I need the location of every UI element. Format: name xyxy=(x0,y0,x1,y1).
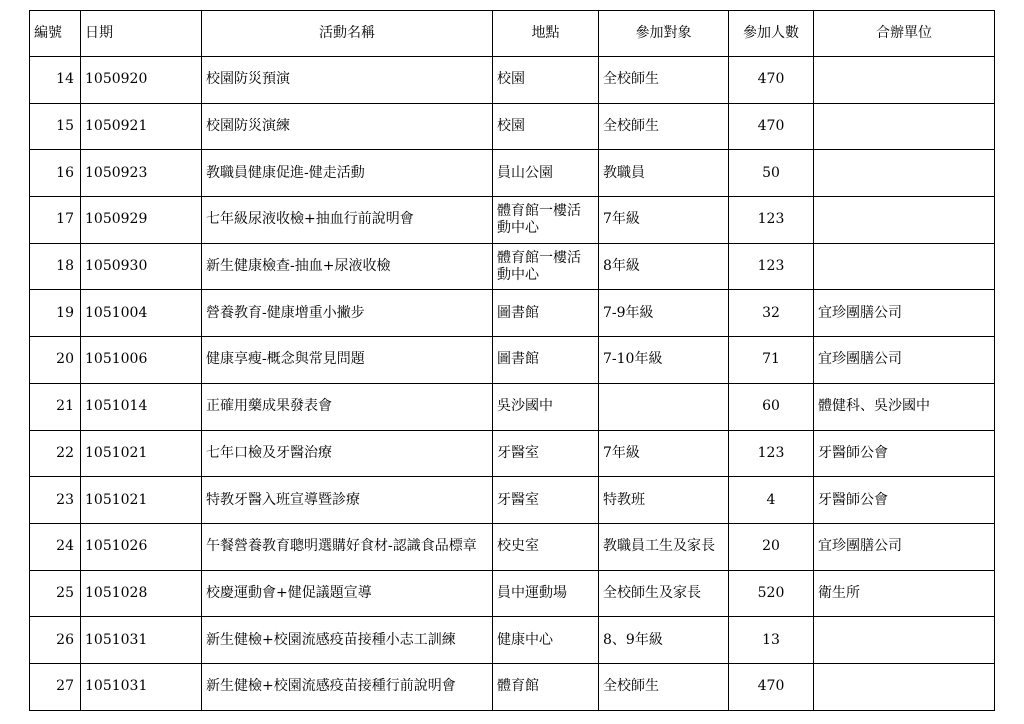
cell-no: 19 xyxy=(30,290,81,337)
table-row xyxy=(30,430,995,477)
cell-organizer xyxy=(814,57,995,104)
cell-date: 1051021 xyxy=(81,477,202,524)
cell-name: 新生健檢+校園流感疫苗接種小志工訓練 xyxy=(202,617,493,664)
cell-name: 特教牙醫入班宣導暨診療 xyxy=(202,477,493,524)
cell-date: 1051031 xyxy=(81,617,202,664)
cell-organizer: 宜珍團膳公司 xyxy=(814,290,995,337)
cell-name: 校園防災預演 xyxy=(202,57,493,104)
header-row xyxy=(30,11,995,57)
cell-no: 26 xyxy=(30,617,81,664)
cell-name: 新生健康檢查-抽血+尿液收檢 xyxy=(202,243,493,290)
cell-location: 牙醫室 xyxy=(493,430,599,477)
cell-date: 1051028 xyxy=(81,570,202,617)
cell-date: 1051031 xyxy=(81,663,202,710)
cell-name: 七年口檢及牙醫治療 xyxy=(202,430,493,477)
cell-name: 七年級尿液收檢+抽血行前說明會 xyxy=(202,197,493,244)
cell-no: 21 xyxy=(30,383,81,430)
table-row xyxy=(30,150,995,197)
table-row xyxy=(30,477,995,524)
cell-name: 新生健檢+校園流感疫苗接種行前說明會 xyxy=(202,663,493,710)
cell-location: 校園 xyxy=(493,57,599,104)
cell-location: 圖書館 xyxy=(493,337,599,384)
header-audience: 參加對象 xyxy=(599,11,729,57)
table-row xyxy=(30,663,995,710)
cell-location: 校園 xyxy=(493,103,599,150)
cell-organizer xyxy=(814,150,995,197)
cell-count: 123 xyxy=(729,197,814,244)
cell-organizer xyxy=(814,243,995,290)
cell-audience: 教職員工生及家長 xyxy=(599,523,729,570)
cell-name: 校園防災演練 xyxy=(202,103,493,150)
table-row xyxy=(30,57,995,104)
header-no: 編號 xyxy=(30,11,81,57)
table-row xyxy=(30,243,995,290)
cell-no: 22 xyxy=(30,430,81,477)
activity-table xyxy=(29,10,995,711)
cell-audience: 全校師生 xyxy=(599,663,729,710)
cell-no: 18 xyxy=(30,243,81,290)
cell-organizer xyxy=(814,103,995,150)
cell-organizer xyxy=(814,617,995,664)
cell-organizer xyxy=(814,663,995,710)
cell-no: 16 xyxy=(30,150,81,197)
cell-location: 員中運動場 xyxy=(493,570,599,617)
cell-location: 體育館一樓活動中心 xyxy=(493,197,599,244)
cell-count: 4 xyxy=(729,477,814,524)
cell-count: 470 xyxy=(729,57,814,104)
table-body xyxy=(30,57,995,711)
cell-no: 23 xyxy=(30,477,81,524)
header-date: 日期 xyxy=(81,11,202,57)
header-location: 地點 xyxy=(493,11,599,57)
cell-count: 60 xyxy=(729,383,814,430)
cell-audience: 全校師生 xyxy=(599,103,729,150)
cell-count: 20 xyxy=(729,523,814,570)
cell-organizer: 衛生所 xyxy=(814,570,995,617)
cell-no: 25 xyxy=(30,570,81,617)
cell-no: 17 xyxy=(30,197,81,244)
cell-name: 正確用藥成果發表會 xyxy=(202,383,493,430)
cell-count: 123 xyxy=(729,243,814,290)
cell-organizer: 體健科、吳沙國中 xyxy=(814,383,995,430)
cell-audience: 全校師生及家長 xyxy=(599,570,729,617)
cell-audience: 7年級 xyxy=(599,197,729,244)
table-row xyxy=(30,290,995,337)
cell-date: 1051026 xyxy=(81,523,202,570)
cell-location: 健康中心 xyxy=(493,617,599,664)
header-organizer: 合辦單位 xyxy=(814,11,995,57)
cell-location: 吳沙國中 xyxy=(493,383,599,430)
cell-count: 71 xyxy=(729,337,814,384)
cell-no: 14 xyxy=(30,57,81,104)
cell-location: 體育館一樓活動中心 xyxy=(493,243,599,290)
cell-date: 1051006 xyxy=(81,337,202,384)
table-row xyxy=(30,383,995,430)
cell-no: 15 xyxy=(30,103,81,150)
cell-date: 1050923 xyxy=(81,150,202,197)
cell-name: 午餐營養教育聰明選購好食材-認識食品標章 xyxy=(202,523,493,570)
cell-name: 營養教育-健康增重小撇步 xyxy=(202,290,493,337)
cell-location: 員山公園 xyxy=(493,150,599,197)
table-row xyxy=(30,103,995,150)
table-row xyxy=(30,337,995,384)
cell-date: 1050920 xyxy=(81,57,202,104)
table-row xyxy=(30,523,995,570)
cell-organizer: 宜珍團膳公司 xyxy=(814,523,995,570)
cell-count: 470 xyxy=(729,103,814,150)
cell-date: 1050921 xyxy=(81,103,202,150)
cell-no: 20 xyxy=(30,337,81,384)
header-name: 活動名稱 xyxy=(202,11,493,57)
header-count: 參加人數 xyxy=(729,11,814,57)
cell-audience: 7-10年級 xyxy=(599,337,729,384)
cell-date: 1050930 xyxy=(81,243,202,290)
cell-count: 32 xyxy=(729,290,814,337)
cell-location: 牙醫室 xyxy=(493,477,599,524)
cell-audience xyxy=(599,383,729,430)
cell-organizer: 牙醫師公會 xyxy=(814,430,995,477)
cell-location: 體育館 xyxy=(493,663,599,710)
cell-no: 24 xyxy=(30,523,81,570)
cell-date: 1051021 xyxy=(81,430,202,477)
cell-location: 校史室 xyxy=(493,523,599,570)
cell-organizer: 宜珍團膳公司 xyxy=(814,337,995,384)
cell-count: 123 xyxy=(729,430,814,477)
cell-audience: 7-9年級 xyxy=(599,290,729,337)
cell-name: 教職員健康促進-健走活動 xyxy=(202,150,493,197)
cell-count: 50 xyxy=(729,150,814,197)
cell-audience: 教職員 xyxy=(599,150,729,197)
cell-count: 13 xyxy=(729,617,814,664)
cell-name: 健康享瘦-概念與常見問題 xyxy=(202,337,493,384)
cell-date: 1051014 xyxy=(81,383,202,430)
cell-no: 27 xyxy=(30,663,81,710)
table-row xyxy=(30,570,995,617)
cell-count: 520 xyxy=(729,570,814,617)
table-row xyxy=(30,617,995,664)
cell-audience: 全校師生 xyxy=(599,57,729,104)
cell-name: 校慶運動會+健促議題宣導 xyxy=(202,570,493,617)
cell-organizer: 牙醫師公會 xyxy=(814,477,995,524)
table-row xyxy=(30,197,995,244)
cell-count: 470 xyxy=(729,663,814,710)
cell-audience: 特教班 xyxy=(599,477,729,524)
cell-audience: 8年級 xyxy=(599,243,729,290)
cell-audience: 8、9年級 xyxy=(599,617,729,664)
cell-audience: 7年級 xyxy=(599,430,729,477)
cell-location: 圖書館 xyxy=(493,290,599,337)
cell-organizer xyxy=(814,197,995,244)
cell-date: 1051004 xyxy=(81,290,202,337)
cell-date: 1050929 xyxy=(81,197,202,244)
